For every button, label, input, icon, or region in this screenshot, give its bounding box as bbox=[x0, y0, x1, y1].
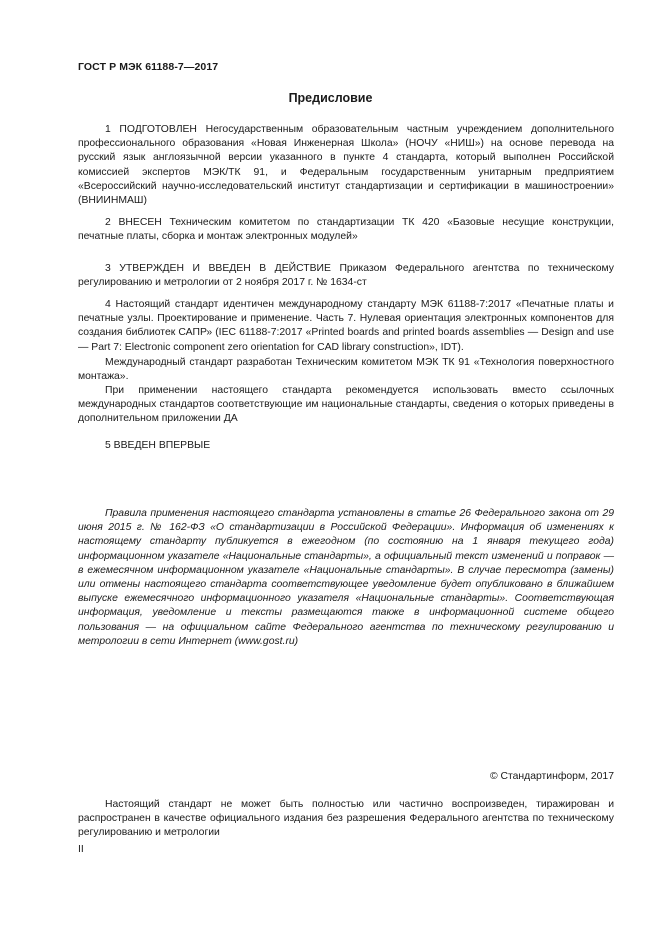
standard-code-header: ГОСТ Р МЭК 61188-7—2017 bbox=[78, 61, 219, 73]
application-rules-note: Правила применения настоящего стандарта установлены в статье 26 Федерального закона от 29 июня 2015 г. № 162-ФЗ «О стандартизации в Российской Федерации». Информация об изменениях к настоящему стандарту публикуется в ежегодном (по состоянию на 1 января текущего года) информационном указателе «Национальные стандарты», а официальный текст изменений и поправок — в ежемесячном информационном указателе «Национальные стандарты». В случае пересмотра (замены) или отмены настоящего стандарта соответствующее уведомление будет опубликовано в ближайшем выпуске ежемесячного информационного указателя «Национальные стандарты». Соответствующая информация, уведомление и тексты размещаются также в информационной системе общего пользования — на официальном сайте Федерального агентства по техническому регулированию и метрологии в сети Интернет (www.gost.ru) bbox=[78, 508, 614, 647]
section-1-prepared: 1 ПОДГОТОВЛЕН Негосударственным образовательным частным учреждением дополнительного профессионального образования «Новая Инженерная Школа» (НОЧУ «НИШ») на основе перевода на русский язык англоязычной версии указанного в пункте 4 стандарта, который выполнен Российской комиссией экспертов МЭК/ТК 91, и Федеральным государственным унитарным предприятием «Всероссийский научно-исследовательский институт стандартизации и сертификации в машиностроении» (ВНИИНМАШ) bbox=[78, 124, 614, 207]
section-4-developer-note: Международный стандарт разработан Техническим комитетом МЭК ТК 91 «Технология поверхностного монтажа». bbox=[78, 357, 614, 383]
page-number: II bbox=[78, 844, 84, 855]
section-2-introduced: 2 ВНЕСЕН Техническим комитетом по стандартизации ТК 420 «Базовые несущие конструкции, печатные платы, сборка и монтаж электронных модулей» bbox=[78, 217, 614, 243]
page-title: Предисловие bbox=[288, 91, 373, 105]
reproduction-notice: Настоящий стандарт не может быть полностью или частично воспроизведен, тиражирован и распространен в качестве официального издания без разрешения Федерального агентства по техническому регулированию и метрологии bbox=[78, 799, 614, 839]
section-4-identical: 4 Настоящий стандарт идентичен международному стандарту МЭК 61188-7:2017 «Печатные платы и печатные узлы. Проектирование и применение. Часть 7. Нулевая ориентация электронных компонентов для создания библиотек САПР» (IEC 61188-7:2017 «Printed boards and printed boards assemblies — Design and use — Part 7: Electronic component zero orientation for CAD library construction», IDT). bbox=[78, 299, 614, 353]
copyright-line: © Стандартинформ, 2017 bbox=[489, 771, 614, 782]
section-4-references-note: При применении настоящего стандарта рекомендуется использовать вместо ссылочных международных стандартов соответствующие им национальные стандарты, сведения о которых приведены в дополнительном приложении ДА bbox=[78, 385, 614, 425]
section-5-first-introduced: 5 ВВЕДЕН ВПЕРВЫЕ bbox=[105, 440, 211, 451]
section-3-approved: 3 УТВЕРЖДЕН И ВВЕДЕН В ДЕЙСТВИЕ Приказом Федерального агентства по техническому регулированию и метрологии от 2 ноября 2017 г. № 1634-ст bbox=[78, 263, 614, 289]
